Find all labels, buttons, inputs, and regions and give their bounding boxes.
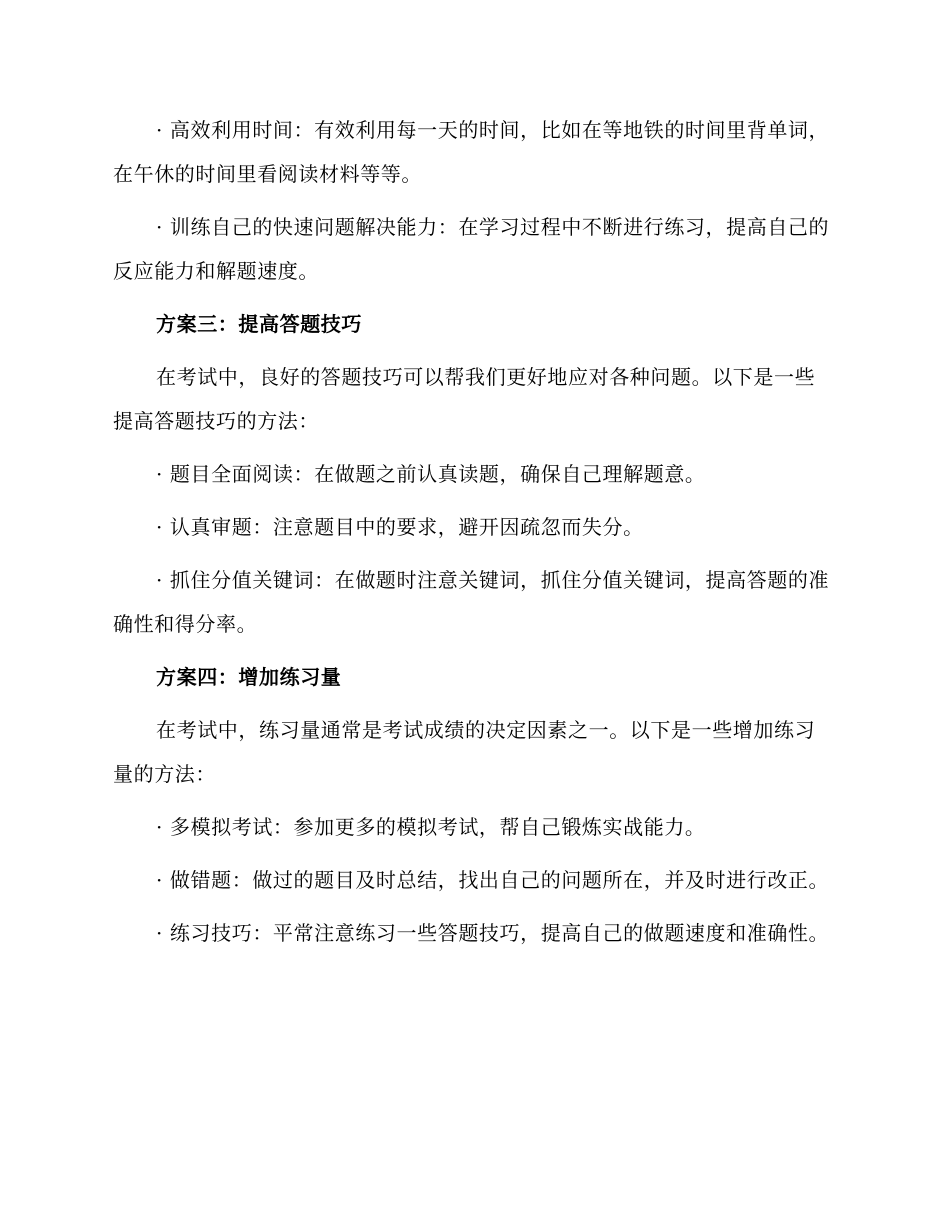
bullet-efficient-time: · 高效利用时间：有效利用每一天的时间，比如在等地铁的时间里背单词，在午休的时间里看阅读材料等等。 <box>113 118 830 186</box>
bullet-keywords: · 抓住分值关键词：在做题时注意关键词，抓住分值关键词，提高答题的准确性和得分率。 <box>113 568 830 636</box>
bullet-read-questions: · 题目全面阅读：在做题之前认真读题，确保自己理解题意。 <box>156 462 706 486</box>
bullet-wrong-questions: · 做错题：做过的题目及时总结，找出自己的问题所在，并及时进行改正。 <box>156 868 830 892</box>
bullet-problem-solving: · 训练自己的快速问题解决能力：在学习过程中不断进行练习，提高自己的反应能力和解题速度。 <box>113 215 830 283</box>
section-heading-plan-four: 方案四：增加练习量 <box>156 665 342 689</box>
paragraph-plan-three-intro: 在考试中，良好的答题技巧可以帮我们更好地应对各种问题。以下是一些提高答题技巧的方法： <box>113 365 816 433</box>
section-heading-plan-three: 方案三：提高答题技巧 <box>156 312 362 336</box>
document-body <box>113 108 833 964</box>
paragraph-plan-four-intro: 在考试中，练习量通常是考试成绩的决定因素之一。以下是一些增加练习量的方法： <box>113 718 816 786</box>
bullet-mock-exams: · 多模拟考试：参加更多的模拟考试，帮自己锻炼实战能力。 <box>156 815 706 839</box>
bullet-review-questions: · 认真审题：注意题目中的要求，避开因疏忽而失分。 <box>156 515 644 539</box>
bullet-practice-skills: · 练习技巧：平常注意练习一些答题技巧，提高自己的做题速度和准确性。 <box>156 921 830 945</box>
